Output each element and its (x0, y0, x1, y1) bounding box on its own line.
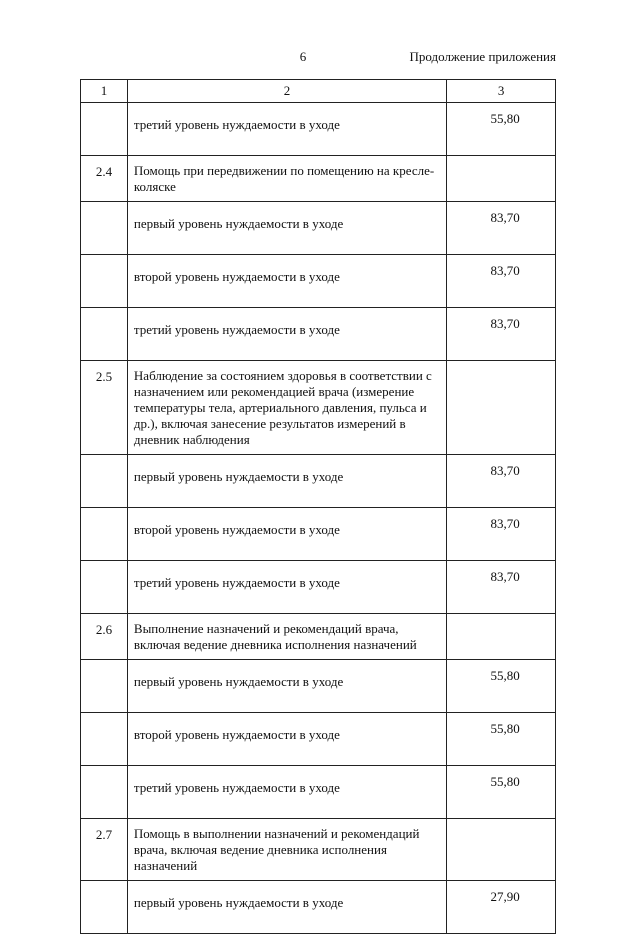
level-row (81, 766, 556, 819)
item-number-cell (81, 455, 128, 508)
care-level-cell: третий уровень нуждаемости в уходе (127, 103, 446, 156)
item-number-cell: 2.7 (81, 819, 128, 881)
service-description-cell: Наблюдение за состоянием здоровья в соответствии с назначением или рекомендацией врача (измерение температуры тела, артериального давления, пульса и др.), включая занесение результатов измерений в дневник наблюдения (127, 361, 446, 455)
continuation-label: Продолжение приложения (409, 49, 556, 64)
item-number-cell (81, 561, 128, 614)
item-number-cell (81, 881, 128, 934)
item-number-cell (81, 308, 128, 361)
tariff-value-cell: 55,80 (447, 103, 556, 156)
care-level-cell: второй уровень нуждаемости в уходе (127, 508, 446, 561)
service-description-cell: Помощь в выполнении назначений и рекомендаций врача, включая ведение дневника исполнения назначений (127, 819, 446, 881)
tariff-value-cell (447, 156, 556, 202)
level-row (81, 561, 556, 614)
table-header-row (81, 80, 556, 103)
level-row (81, 713, 556, 766)
service-description-cell: Помощь при передвижении по помещению на кресле-коляске (127, 156, 446, 202)
care-level-cell: первый уровень нуждаемости в уходе (127, 881, 446, 934)
care-level-cell: первый уровень нуждаемости в уходе (127, 202, 446, 255)
item-number-cell (81, 508, 128, 561)
item-number-cell (81, 766, 128, 819)
item-number-cell: 2.5 (81, 361, 128, 455)
care-level-cell: второй уровень нуждаемости в уходе (127, 713, 446, 766)
level-row (81, 202, 556, 255)
level-row (81, 660, 556, 713)
service-description-cell: Выполнение назначений и рекомендаций врача, включая ведение дневника исполнения назначений (127, 614, 446, 660)
care-level-cell: первый уровень нуждаемости в уходе (127, 455, 446, 508)
level-row (81, 881, 556, 934)
tariff-value-cell: 55,80 (447, 713, 556, 766)
tariff-value-cell: 83,70 (447, 561, 556, 614)
care-level-cell: третий уровень нуждаемости в уходе (127, 561, 446, 614)
tariff-value-cell: 83,70 (447, 508, 556, 561)
item-number-cell (81, 255, 128, 308)
section-row (81, 361, 556, 455)
column-header-2: 2 (127, 80, 446, 103)
tariff-value-cell: 55,80 (447, 766, 556, 819)
section-row (81, 819, 556, 881)
level-row (81, 508, 556, 561)
level-row (81, 455, 556, 508)
item-number-cell (81, 103, 128, 156)
tariff-value-cell: 83,70 (447, 255, 556, 308)
item-number-cell (81, 202, 128, 255)
tariff-value-cell: 27,90 (447, 881, 556, 934)
services-table (80, 79, 556, 934)
item-number-cell: 2.6 (81, 614, 128, 660)
care-level-cell: третий уровень нуждаемости в уходе (127, 308, 446, 361)
section-row (81, 614, 556, 660)
tariff-value-cell: 55,80 (447, 660, 556, 713)
item-number-cell (81, 713, 128, 766)
column-header-1: 1 (81, 80, 128, 103)
tariff-value-cell (447, 361, 556, 455)
column-header-3: 3 (447, 80, 556, 103)
item-number-cell: 2.4 (81, 156, 128, 202)
level-row (81, 255, 556, 308)
tariff-value-cell (447, 819, 556, 881)
tariff-value-cell: 83,70 (447, 202, 556, 255)
care-level-cell: второй уровень нуждаемости в уходе (127, 255, 446, 308)
tariff-value-cell (447, 614, 556, 660)
page-number: 6 (299, 49, 307, 64)
level-row (81, 103, 556, 156)
care-level-cell: первый уровень нуждаемости в уходе (127, 660, 446, 713)
item-number-cell (81, 660, 128, 713)
tariff-value-cell: 83,70 (447, 308, 556, 361)
care-level-cell: третий уровень нуждаемости в уходе (127, 766, 446, 819)
section-row (81, 156, 556, 202)
level-row (81, 308, 556, 361)
tariff-value-cell: 83,70 (447, 455, 556, 508)
